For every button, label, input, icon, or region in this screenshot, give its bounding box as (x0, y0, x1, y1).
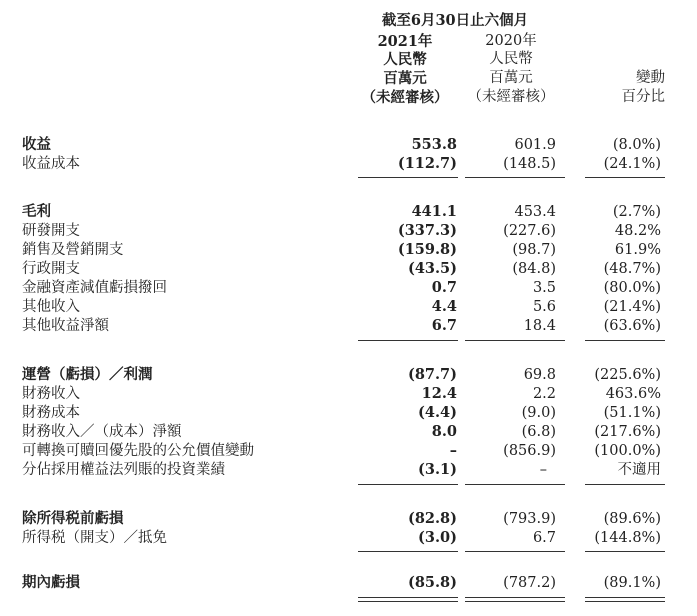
subtotal-rule-change (585, 340, 665, 341)
change-pct: (100.0%) (594, 443, 661, 459)
value-2020: 6.7 (532, 530, 556, 546)
table-row (0, 574, 697, 592)
value-2020: (148.5) (503, 156, 556, 172)
subtotal-rule-2021 (358, 340, 458, 341)
value-2021: (4.4) (418, 404, 457, 421)
table-row (0, 260, 697, 278)
value-2020: (84.8) (512, 261, 556, 277)
value-2021: 12.4 (421, 385, 457, 402)
row-label: 可轉換可贖回優先股的公允價值變動 (22, 443, 254, 459)
value-2020: (6.8) (521, 424, 556, 440)
subtotal-rule-2020 (465, 551, 565, 552)
row-label: 財務收入 (22, 386, 80, 402)
change-pct: (217.6%) (594, 424, 661, 440)
subtotal-rule-2020 (465, 484, 565, 485)
change-pct: (51.1%) (603, 405, 661, 421)
value-2021: (43.5) (407, 260, 457, 277)
subtotal-rule-2020 (465, 340, 565, 341)
value-2021: (85.8) (407, 574, 457, 591)
table-row (0, 510, 697, 528)
value-2020: 601.9 (514, 137, 556, 153)
change-pct: 48.2% (614, 223, 661, 239)
change-pct: 不適用 (617, 462, 661, 478)
table-row (0, 136, 697, 154)
value-2020: (9.0) (521, 405, 556, 421)
value-2021: 8.0 (431, 423, 457, 440)
row-label: 研發開支 (22, 223, 80, 239)
subtotal-rule-2021 (358, 484, 458, 485)
header-2021-unit: 百萬元 (383, 70, 427, 87)
table-row (0, 461, 697, 479)
change-pct: (80.0%) (603, 280, 661, 296)
table-row (0, 241, 697, 259)
header-2021-audit: （未經審核） (361, 89, 449, 106)
value-2021: (3.0) (418, 529, 457, 546)
subtotal-rule-change (585, 551, 665, 552)
subtotal-rule-change (585, 177, 665, 178)
change-pct: 463.6% (605, 386, 661, 402)
value-2021: 6.7 (431, 317, 457, 334)
total-double-rule-2021 (358, 597, 458, 602)
change-pct: (144.8%) (594, 530, 661, 546)
value-2020: 69.8 (523, 367, 556, 383)
row-label: 金融資產減值虧損撥回 (22, 280, 167, 296)
value-2020: 2.2 (532, 386, 556, 402)
value-2020: 3.5 (532, 280, 556, 296)
value-2021: (159.8) (397, 241, 457, 258)
change-pct: (2.7%) (612, 204, 661, 220)
value-2021: (3.1) (418, 461, 457, 478)
row-label: 行政開支 (22, 261, 80, 277)
table-row (0, 366, 697, 384)
row-label: 運營（虧損）／利潤 (22, 366, 153, 383)
subtotal-rule-2021 (358, 177, 458, 178)
subtotal-rule-change (585, 484, 665, 485)
row-label: 分佔採用權益法列賬的投資業績 (22, 462, 225, 478)
total-double-rule-change (585, 597, 665, 602)
subtotal-rule-2021 (358, 551, 458, 552)
change-pct: (89.1%) (603, 575, 661, 591)
value-2021: (337.3) (397, 222, 457, 239)
row-label: 收益成本 (22, 156, 80, 172)
table-row (0, 423, 697, 441)
period-heading: 截至6月30日止六個月 (381, 12, 529, 29)
header-change-line2: 百分比 (621, 89, 665, 105)
row-label: 其他收益淨額 (22, 318, 109, 334)
value-2021: (87.7) (407, 366, 457, 383)
value-2020: (227.6) (503, 223, 556, 239)
value-2021: 0.7 (431, 279, 457, 296)
header-2021-currency: 人民幣 (383, 51, 427, 68)
change-pct: (48.7%) (603, 261, 661, 277)
value-2020: 18.4 (523, 318, 556, 334)
table-row (0, 317, 697, 335)
row-label: 其他收入 (22, 299, 80, 315)
change-pct: (63.6%) (603, 318, 661, 334)
change-pct: (89.6%) (603, 511, 661, 527)
header-2020-unit: 百萬元 (489, 70, 533, 86)
table-row (0, 203, 697, 221)
change-pct: 61.9% (614, 242, 661, 258)
value-2020: (787.2) (503, 575, 556, 591)
value-2020: (856.9) (503, 443, 556, 459)
row-label: 財務成本 (22, 405, 80, 421)
row-label: 所得税（開支）／抵免 (22, 530, 167, 546)
value-2020: 453.4 (514, 204, 556, 220)
row-label: 收益 (22, 136, 51, 153)
change-pct: (225.6%) (594, 367, 661, 383)
value-2021: 4.4 (431, 298, 457, 315)
table-row (0, 404, 697, 422)
value-2021: (112.7) (397, 155, 457, 172)
header-2021-year: 2021年 (377, 33, 433, 50)
header-2020-audit: （未經審核） (467, 89, 555, 105)
change-pct: (24.1%) (603, 156, 661, 172)
value-2020: – (539, 462, 547, 478)
value-2021: (82.8) (407, 510, 457, 527)
row-label: 銷售及營銷開支 (22, 242, 124, 258)
table-row (0, 298, 697, 316)
value-2021: – (449, 442, 457, 459)
table-row (0, 385, 697, 403)
value-2020: (98.7) (512, 242, 556, 258)
change-pct: (8.0%) (612, 137, 661, 153)
value-2021: 441.1 (411, 203, 457, 220)
value-2021: 553.8 (411, 136, 457, 153)
table-row (0, 155, 697, 173)
header-change-line1: 變動 (636, 70, 665, 86)
change-pct: (21.4%) (603, 299, 661, 315)
table-row (0, 529, 697, 547)
row-label: 財務收入／（成本）淨額 (22, 424, 182, 440)
header-2020-currency: 人民幣 (489, 51, 533, 67)
row-label: 期內虧損 (22, 574, 80, 591)
table-row (0, 279, 697, 297)
value-2020: (793.9) (503, 511, 556, 527)
value-2020: 5.6 (532, 299, 556, 315)
row-label: 除所得税前虧損 (22, 510, 124, 527)
row-label: 毛利 (22, 203, 51, 220)
table-row (0, 442, 697, 460)
total-double-rule-2020 (465, 597, 565, 602)
table-row (0, 222, 697, 240)
subtotal-rule-2020 (465, 177, 565, 178)
header-2020-year: 2020年 (485, 33, 537, 49)
